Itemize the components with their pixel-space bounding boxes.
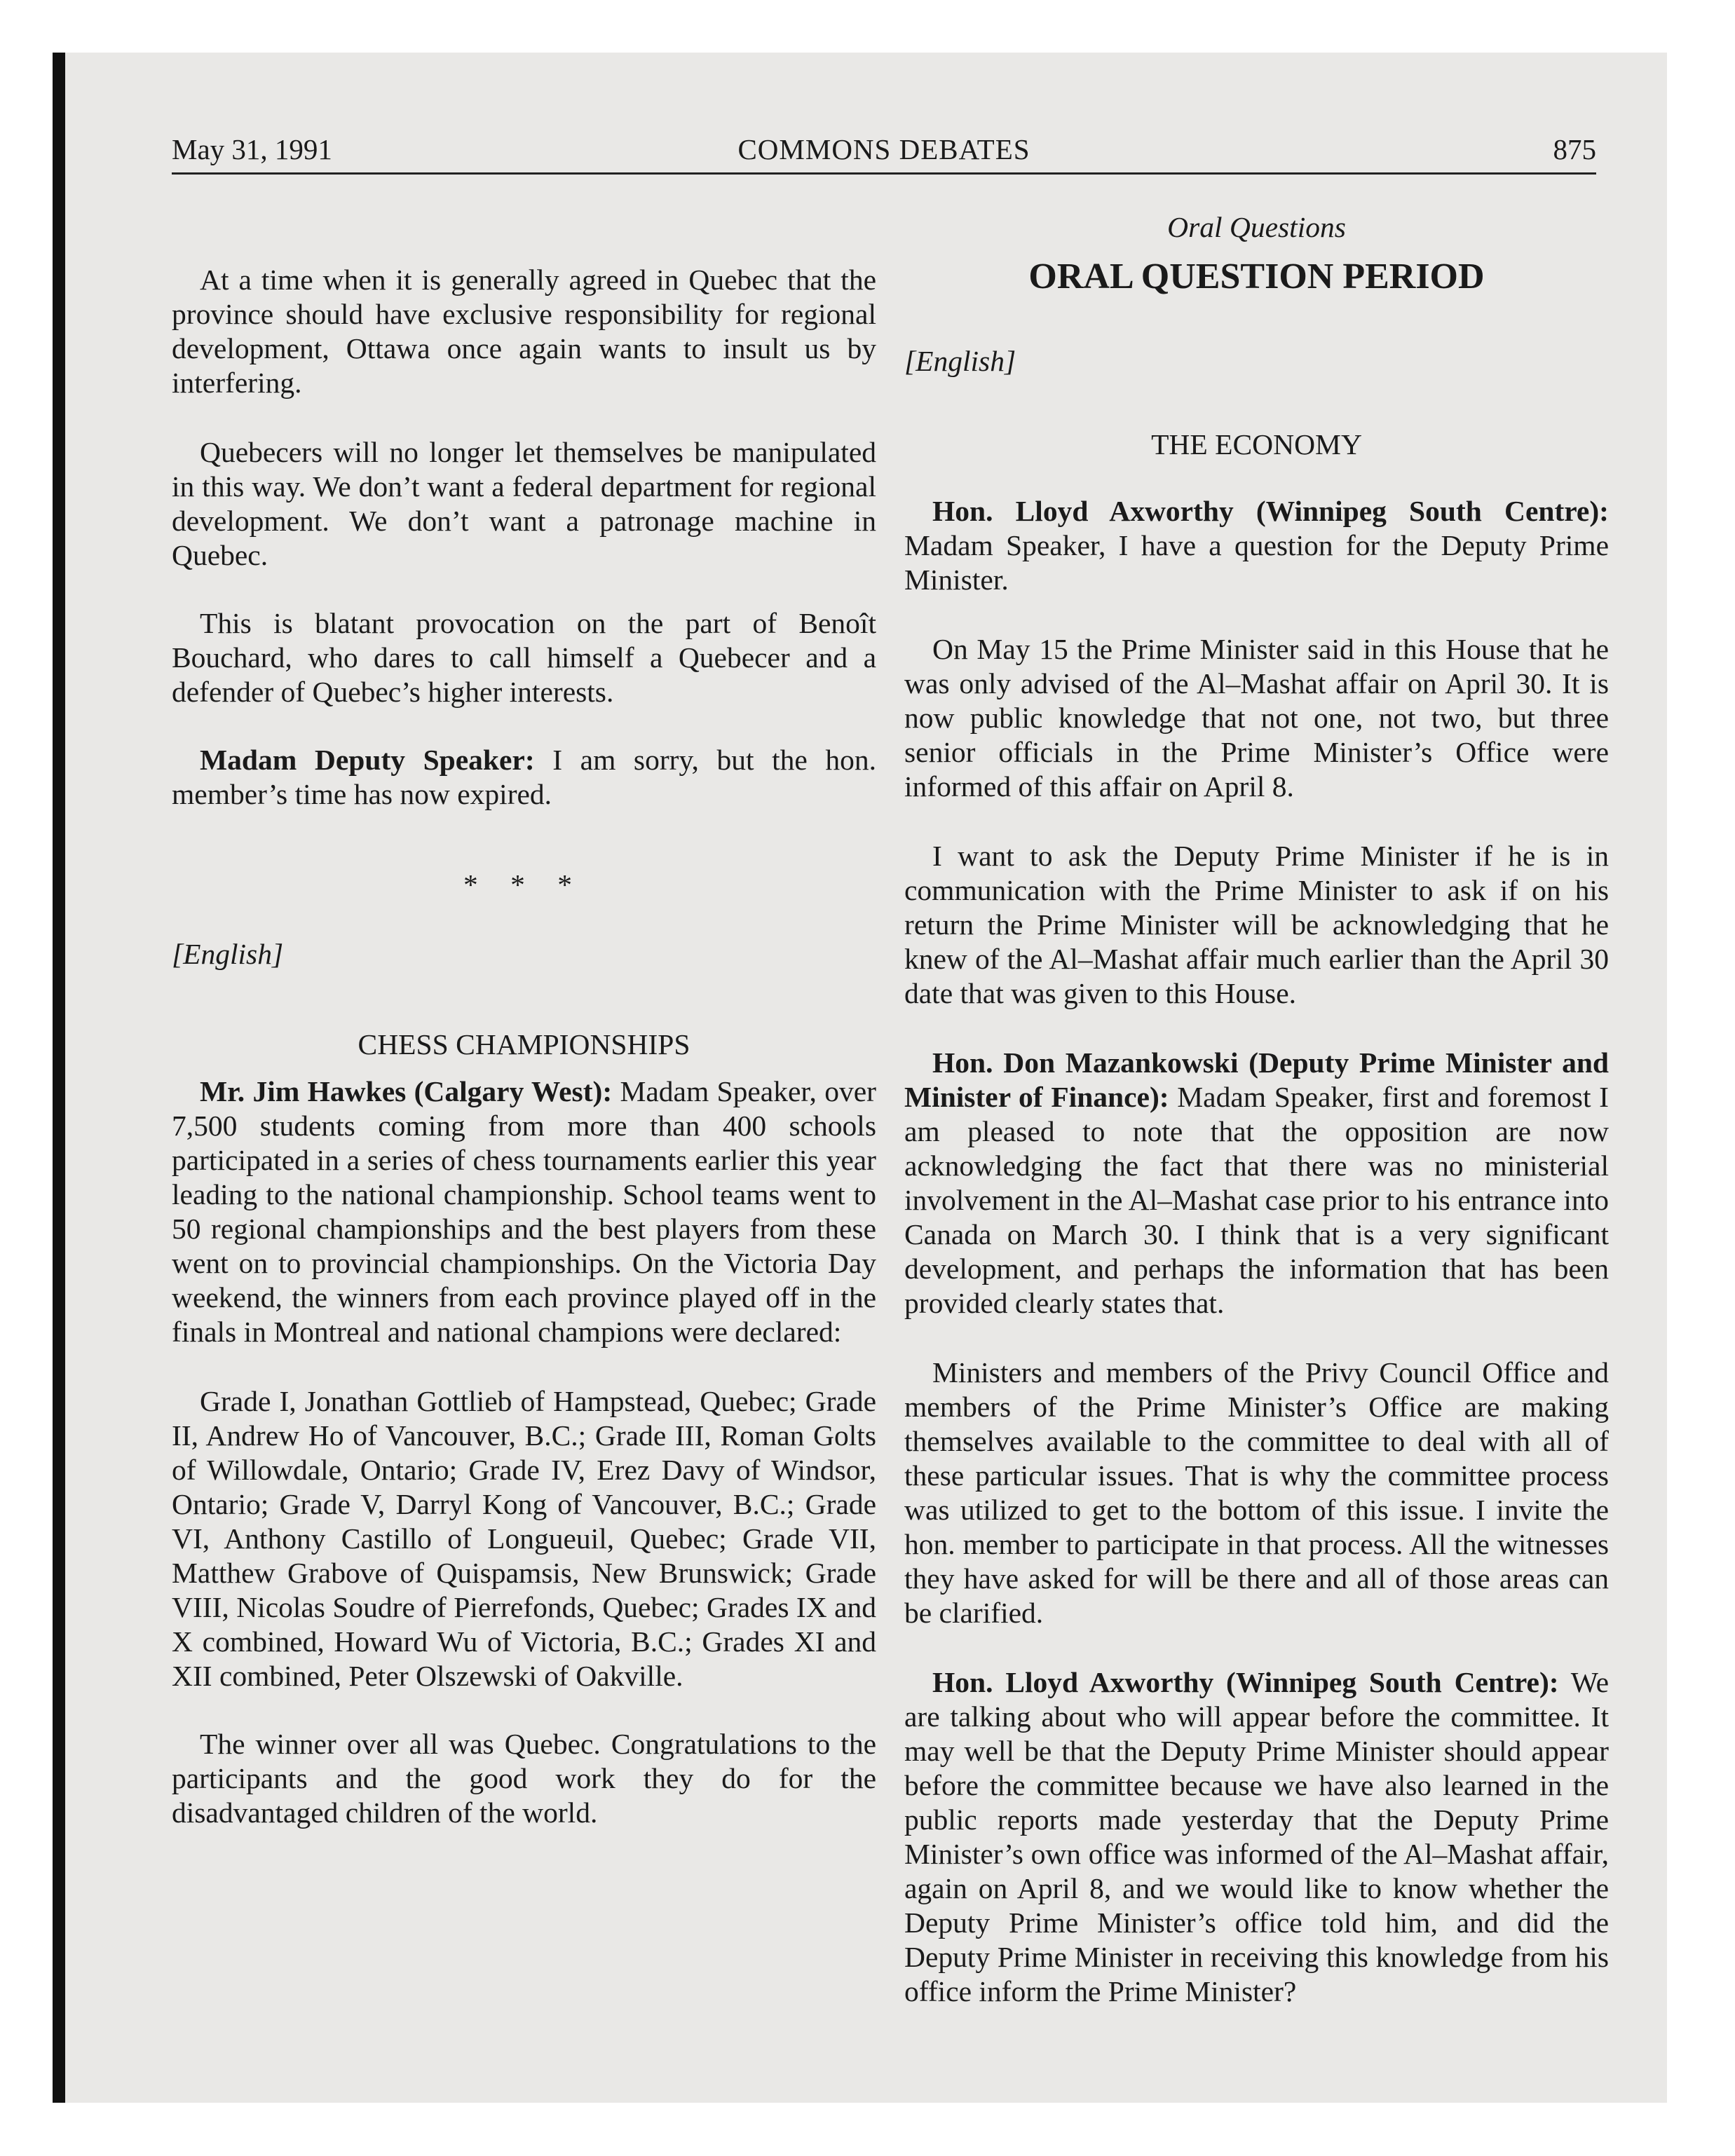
speaker-name: Hon. Lloyd Axworthy (Winnipeg South Centre):: [932, 1666, 1559, 1698]
right-column: [904, 210, 1609, 2009]
paragraph: I want to ask the Deputy Prime Minister if he is in communication with the Prime Minister to ask if on his return the Prime Minister will be acknowledging that he knew of the Al–Mashat affair much earlier than the April 30 date that was given to this House.: [904, 840, 1609, 1009]
speech-text: Madam Speaker, I have a question for the Deputy Prime Minister.: [904, 529, 1609, 596]
paragraph: [172, 1074, 876, 1349]
header-date: May 31, 1991: [172, 133, 332, 165]
speaker-name: Hon. Lloyd Axworthy (Winnipeg South Centre):: [932, 495, 1609, 527]
speech-text: I am sorry, but the hon. member’s time has now expired.: [172, 744, 876, 810]
section-break-stars: * * *: [463, 868, 585, 901]
page-header: [172, 132, 1596, 174]
language-label: [English]: [172, 938, 284, 970]
header-rule: [172, 172, 1596, 175]
header-journal-title: COMMONS DEBATES: [737, 133, 1030, 165]
running-head: Oral Questions: [1167, 211, 1346, 243]
header-page-number: 875: [1553, 133, 1596, 165]
language-label: [English]: [904, 345, 1016, 377]
paragraph: Grade I, Jonathan Gottlieb of Hampstead, Quebec; Grade II, Andrew Ho of Vancouver, B.C.; Grade III, Roman Golts of Willowdale, Ontario; Grade IV, Erez Davy of Windsor, Ontario; Grade V, Darryl Kong of Vancouver, B.C.; Grade VI, Anthony Castillo of Longueuil, Quebec; Grade VII, Matthew Grabove of Quispamsis, New Brunswick; Grade VIII, Nicolas Soudre of Pierrefonds, Quebec; Grades IX and X combined, Howard Wu of Victoria, B.C.; Grades XI and XII combined, Peter Olszewski of Oakville.: [172, 1385, 876, 1692]
speech-text: We are talking about who will appear before the committee. It may well be that the Deputy Prime Minister should appear before the committee because we have also learned in the public reports made yesterday that the Deputy Prime Minister’s own office was informed of the Al–Mashat affair, again on April 8, and we would like to know whether the Deputy Prime Minister’s office told him, and did the Deputy Prime Minister in receiving this knowledge from his office inform the Prime Minister?: [904, 1666, 1609, 2007]
paragraph: [904, 1665, 1609, 2009]
section-heading: THE ECONOMY: [1151, 428, 1362, 460]
paragraph: On May 15 the Prime Minister said in this House that he was only advised of the Al–Mashat affair on April 30. It is now public knowledge that not one, not two, but three senior officials in the Prime Minister’s Office were informed of this affair on April 8.: [904, 633, 1609, 803]
paragraph: [904, 1046, 1609, 1321]
speaker-name: Mr. Jim Hawkes (Calgary West):: [200, 1075, 613, 1107]
paragraph: At a time when it is generally agreed in Quebec that the province should have exclusive responsibility for regional development, Ottawa once again wants to insult us by interfering.: [172, 264, 876, 399]
left-column: [172, 210, 876, 1830]
paragraph: Quebecers will no longer let themselves be manipulated in this way. We don’t want a federal department for regional development. We don’t want a patronage machine in Quebec.: [172, 436, 876, 571]
speech-text: Madam Speaker, first and foremost I am pleased to note that the opposition are now acknowledging the fact that there was no ministerial involvement in the Al–Mashat case prior to his entrance into Canada on March 30. I think that is a very significant development, and perhaps the information that has been provided clearly states that.: [904, 1081, 1609, 1319]
paragraph: Ministers and members of the Privy Council Office and members of the Prime Minister’s Office are making themselves available to the committee to deal with all of these particular issues. That is why the committee process was utilized to get to the bottom of this issue. I invite the hon. member to participate in that process. All the witnesses they have asked for will be there and all of those areas can be clarified.: [904, 1356, 1609, 1629]
paragraph: [172, 743, 876, 812]
paragraph: The winner over all was Quebec. Congratulations to the participants and the good work they do for the disadvantaged children of the world.: [172, 1728, 876, 1829]
speaker-name: Madam Deputy Speaker:: [200, 744, 535, 776]
scan-binding-edge: [53, 53, 65, 2103]
paragraph: [904, 494, 1609, 597]
section-title: ORAL QUESTION PERIOD: [1028, 257, 1485, 296]
speaker-name: Hon. Don Mazankowski (Deputy Prime Minister and Minister of Finance):: [904, 1046, 1609, 1113]
speech-text: Madam Speaker, over 7,500 students coming from more than 400 schools participated in a series of chess tournaments earlier this year leading to the national championship. School teams went to 50 regional championships and the best players from these went on to provincial championships. On the Victoria Day weekend, the winners from each province played off in the finals in Montreal and national champions were declared:: [172, 1075, 876, 1348]
section-heading: CHESS CHAMPIONSHIPS: [358, 1028, 690, 1060]
paragraph: This is blatant provocation on the part of Benoît Bouchard, who dares to call himself a Quebecer and a defender of Quebec’s higher interests.: [172, 607, 876, 708]
